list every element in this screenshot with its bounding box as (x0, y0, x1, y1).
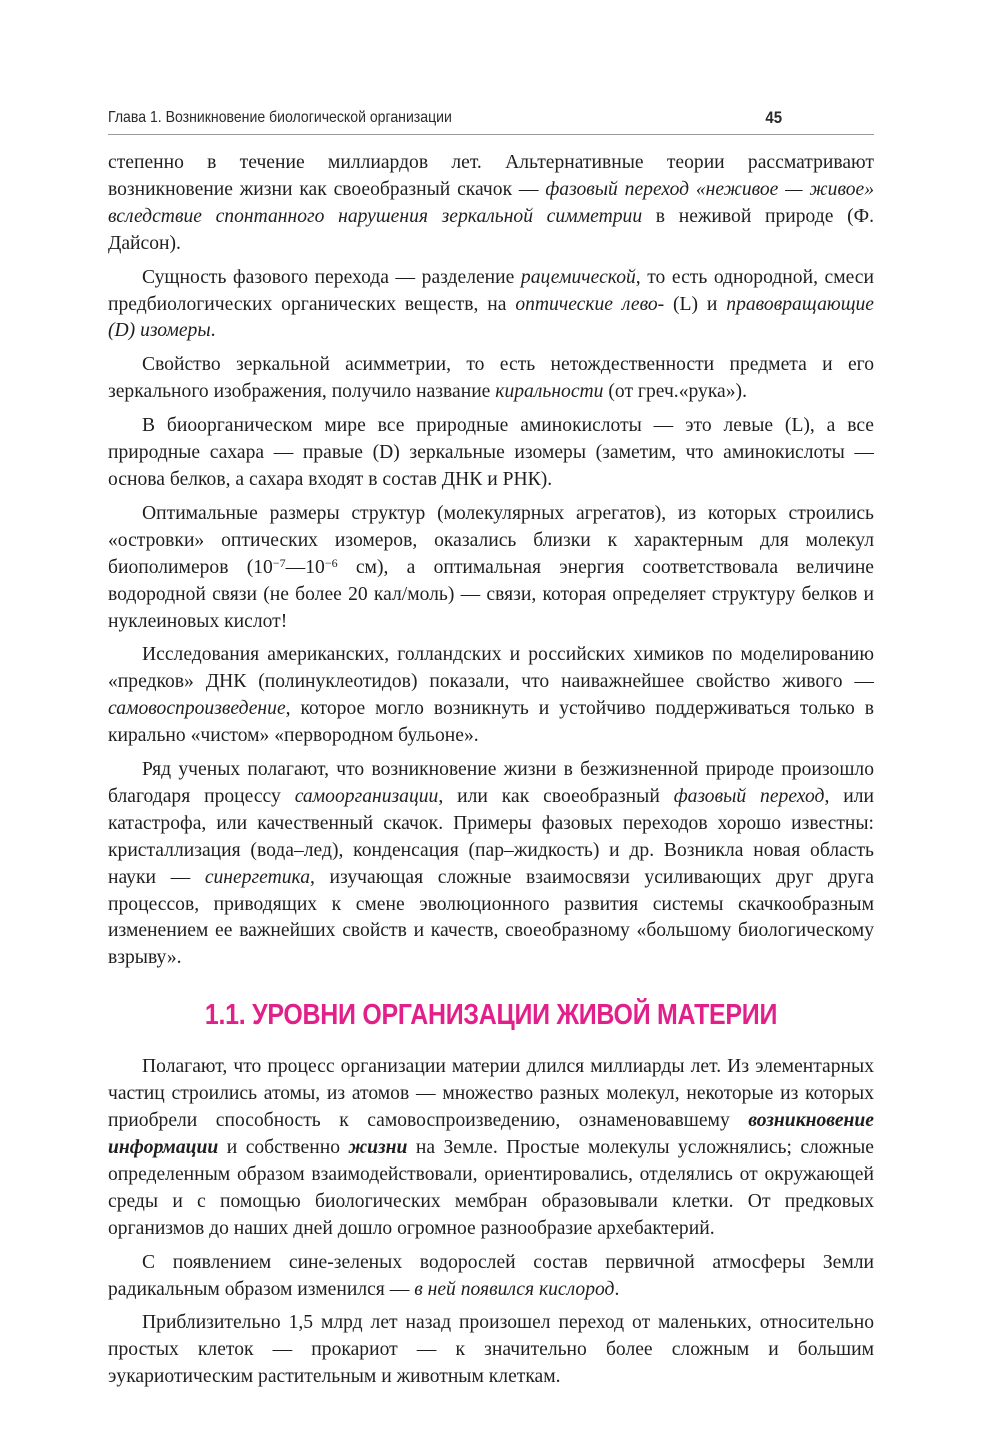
text-run: , изучающая сложные взаимосвязи усиливающих друг друга процессов, приводящих к смене эволюционного развития системы скачкообразным изменением ее важнейших свойств и качеств, своеобразному «большому биологическому взрыву». (108, 866, 874, 969)
text-run: Исследования американских, голландских и российских химиков по моделированию «предков» ДНК (полинуклеотидов) показали, что наиважнейшее свойство живого — (108, 644, 874, 693)
page-number: 45 (765, 108, 783, 127)
text-run: , то есть однородной, смеси предбиологических органических веществ, на (108, 266, 874, 315)
text-run: С появлением сине-зеленых водорослей состав первичной атмосферы Земли радикальным образом изменился — (108, 1251, 874, 1300)
italic-term: самовоспроизведение (108, 698, 286, 720)
text-run: в неживой природе (Ф. Дайсон). (108, 205, 874, 254)
italic-term: киральности (495, 381, 604, 403)
paragraph-9 (108, 1250, 874, 1304)
text-run: , которое могло возникнуть и устойчиво поддерживаться только в кирально «чистом» «первородном бульоне». (108, 698, 874, 747)
italic-term: фазовый переход (673, 785, 825, 807)
text-run: (L) и (664, 293, 727, 315)
paragraph-7 (108, 757, 874, 972)
text-run: степенно в течение миллиардов лет. Альтернативные теории рассматривают возникновение жизни как своеобразный скачок — (108, 152, 874, 200)
header-rule (108, 134, 874, 135)
paragraph-4 (108, 413, 874, 494)
italic-term: в ней появился кислород (414, 1278, 615, 1300)
paragraph-10 (108, 1310, 874, 1391)
italic-term: оптические лево- (515, 293, 665, 315)
running-header (108, 106, 782, 130)
paragraph-5 (108, 501, 874, 636)
superscript: −7 (272, 555, 286, 570)
text-run: . (210, 320, 216, 342)
italic-term: рацемической (520, 266, 636, 288)
bold-italic-term: возникновение информации (108, 1110, 874, 1158)
section-heading: 1.1. УРОВНИ ОРГАНИЗАЦИИ ЖИВОЙ МАТЕРИИ (204, 999, 778, 1032)
text-run: В биоорганическом мире все природные аминокислоты — это левые (L), а все природные сахара — правые (D) зеркальные изомеры (заметим, что аминокислоты — основа белков, а сахара входят в состав ДНК и РНК). (108, 415, 874, 490)
chapter-title: Глава 1. Возникновение биологической организации (108, 109, 452, 126)
paragraph-6 (108, 642, 874, 750)
text-run: , или как своеобразный (438, 785, 674, 807)
text-run: Сущность фазового перехода — разделение (142, 266, 521, 288)
text-run: Свойство зеркальной асимметрии, то есть нетождественности предмета и его зеркального изображения, получило название (108, 354, 874, 403)
text-run: —10 (285, 556, 325, 578)
text-run: Ряд ученых полагают, что возникновение жизни в безжизненной природе произошло благодаря процессу (108, 759, 874, 807)
text-run: (от греч.«рука»). (603, 381, 747, 403)
text-run: Приблизительно 1,5 млрд лет назад произошел переход от маленьких, относительно простых клеток — прокариот — к значительно более сложным и большим эукариотическим растительным и животным клеткам. (108, 1312, 874, 1388)
text-run: , или катастрофа, или качественный скачок. Примеры фазовых переходов хорошо известны: кристаллизация (вода–лед), конденсация (пар–жидкость) и др. Возникла новая область науки — (108, 785, 874, 888)
paragraph-3 (108, 352, 874, 406)
italic-term: фазовый переход «неживое — живое» вследствие спонтанного нарушения зеркальной симметрии (108, 178, 874, 227)
text-run: и собственно (218, 1137, 349, 1158)
italic-term: самоорганизации (294, 785, 439, 807)
text-run: см), а оптимальная энергия соответствовала величине водородной связи (не более 20 кал/моль) — связи, которая определяет структуру белков и нуклеиновых кислот! (108, 556, 875, 632)
italic-term: правовращающие (D) изомеры (108, 293, 874, 342)
paragraph-1 (108, 150, 874, 258)
paragraph-2 (108, 265, 874, 346)
text-run: Оптимальные размеры структур (молекулярных агрегатов), из которых строились «островки» оптических изомеров, оказались близки к характерным для молекул биополимеров (10 (108, 502, 874, 578)
bold-italic-term: жизни (348, 1137, 408, 1158)
text-run: на Земле. Простые молекулы усложнялись; сложные определенным образом взаимодействовали, ориентировались, отделялись от окружающей среды и с помощью биологических мембран образовывали клетки. От предковых организмов до наших дней дошло огромное разнообразие архебактерий. (108, 1137, 874, 1239)
paragraph-8 (108, 1054, 874, 1242)
italic-term: синергетика (204, 866, 311, 888)
text-run: . (614, 1278, 620, 1300)
text-run: Полагают, что процесс организации материи длился миллиарды лет. Из элементарных частиц строились атомы, из атомов — множество разных молекул, некоторые из которых приобрели способность к самовоспроизведению, ознаменовавшему (108, 1056, 874, 1132)
superscript: −6 (324, 555, 338, 570)
body-text (108, 150, 874, 1398)
